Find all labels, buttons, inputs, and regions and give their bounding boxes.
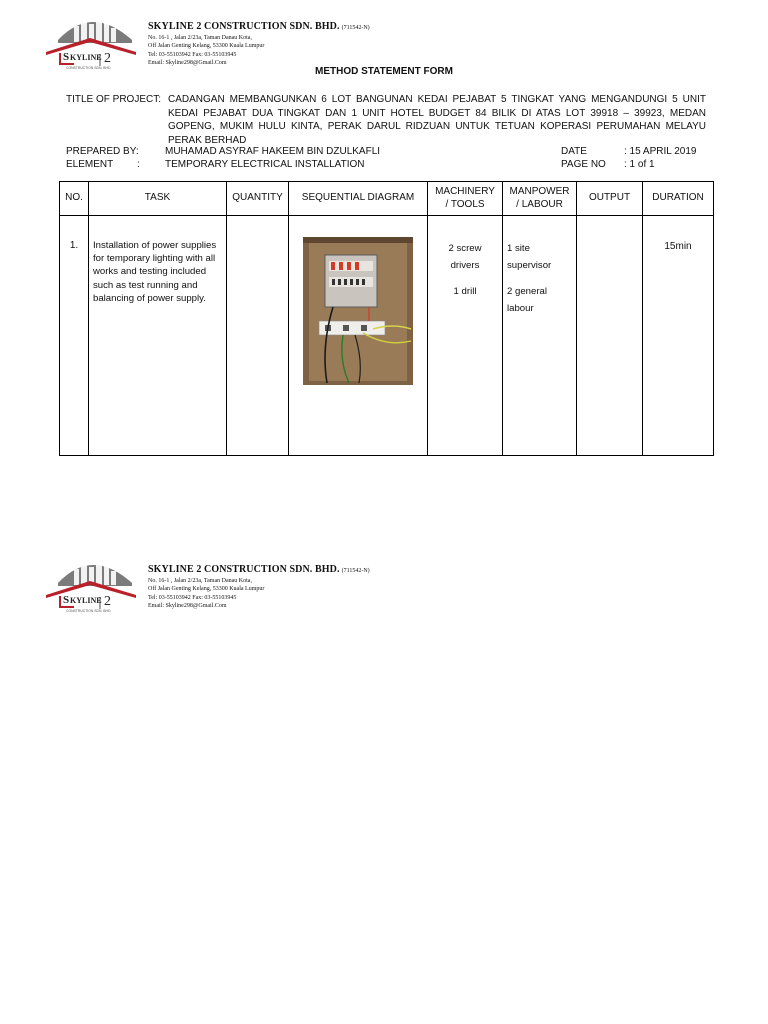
distribution-board-photo — [303, 237, 413, 385]
company-address-line-1: No. 16-1 , Jalan 2/23a, Taman Danau Kota, — [148, 578, 252, 584]
header-sequential-diagram: SEQUENTIAL DIAGRAM — [289, 182, 428, 216]
table-header-row — [60, 182, 714, 216]
company-phone-fax: Tel: 03-55103942 Fax: 03-55103945 — [148, 594, 237, 601]
company-address-line-2: Off Jalan Genting Kelang, 53300 Kuala Lumpur — [148, 43, 265, 50]
company-name: SKYLINE 2 CONSTRUCTION SDN. BHD. (711542-N) — [148, 564, 370, 575]
header-machinery-tools: MACHINERY / TOOLS — [428, 182, 503, 216]
svg-text:CONSTRUCTION SDN. BHD.: CONSTRUCTION SDN. BHD. — [66, 609, 112, 613]
row-quantity — [227, 216, 289, 456]
row-task: Installation of power supplies for temporary lighting with all works and testing included such as test running and balancing of power supply. — [89, 216, 227, 456]
svg-text:CONSTRUCTION SDN. BHD.: CONSTRUCTION SDN. BHD. — [66, 66, 112, 70]
company-address-line-1: No. 16-1 , Jalan 2/23a, Taman Danau Kota, — [148, 35, 252, 41]
element-value: TEMPORARY ELECTRICAL INSTALLATION — [165, 159, 365, 170]
header-no: NO. — [60, 182, 89, 216]
date-label: DATE — [561, 146, 587, 157]
row-machinery-tools: 2 screw drivers 1 drill — [428, 216, 503, 456]
header-task: TASK — [89, 182, 227, 216]
date-value: : 15 APRIL 2019 — [624, 146, 697, 157]
row-duration: 15min — [643, 216, 714, 456]
header-quantity: QUANTITY — [227, 182, 289, 216]
company-details — [148, 559, 370, 610]
project-value: CADANGAN MEMBANGUNKAN 6 LOT BANGUNAN KEDAI PEJABAT 5 TINGKAT YANG MENGANDUNGI 5 UNIT KEDAI PEJABAT DUA TINGKAT DAN 1 UNIT HOTEL BUDGET 84 BILIK DI ATAS LOT 39918 – 39923, MEDAN GOPENG, MUKIM HULU KINTA, PERAK DARUL RIDZUAN UNTUK TETUAN KOPERASI PERUMAHAN MELAYU PERAK BERHAD — [168, 94, 706, 146]
page-label: PAGE NO — [561, 159, 606, 170]
svg-text:KYLINE: KYLINE — [70, 53, 102, 62]
method-statement-table — [59, 181, 714, 456]
svg-text:S: S — [63, 594, 70, 606]
row-number: 1. — [60, 216, 89, 456]
header-manpower-labour: MANPOWER / LABOUR — [503, 182, 577, 216]
page-value: : 1 of 1 — [624, 159, 655, 170]
company-email: Email: Skyline298@Gmail.Com — [148, 602, 227, 609]
row-output — [577, 216, 643, 456]
header-output: OUTPUT — [577, 182, 643, 216]
prepared-by-label: PREPARED BY: — [66, 146, 139, 157]
company-email: Email: Skyline298@Gmail.Com — [148, 59, 227, 66]
company-name: SKYLINE 2 CONSTRUCTION SDN. BHD. (711542-N) — [148, 21, 370, 32]
letterhead-bottom — [44, 553, 464, 615]
svg-text:KYLINE: KYLINE — [70, 596, 102, 605]
row-sequential-diagram — [289, 216, 428, 456]
element-label: ELEMENT — [66, 159, 114, 170]
project-label: TITLE OF PROJECT: — [66, 94, 162, 105]
row-manpower-labour: 1 site supervisor 2 general labour — [503, 216, 577, 456]
company-address-line-2: Off Jalan Genting Kelang, 53300 Kuala Lumpur — [148, 586, 265, 593]
svg-text:2: 2 — [104, 51, 111, 66]
company-logo — [44, 10, 140, 72]
element-colon: : — [137, 159, 140, 170]
company-details — [148, 16, 370, 67]
table-row — [60, 216, 714, 456]
project-title-block — [66, 93, 706, 147]
prepared-by-value: MUHAMAD ASYRAF HAKEEM BIN DZULKAFLI — [165, 146, 381, 157]
svg-text:S: S — [63, 51, 70, 63]
form-title: METHOD STATEMENT FORM — [315, 66, 453, 77]
company-logo — [44, 553, 140, 615]
header-duration: DURATION — [643, 182, 714, 216]
letterhead-top — [44, 10, 464, 72]
company-phone-fax: Tel: 03-55103942 Fax: 03-55103945 — [148, 51, 237, 58]
svg-text:2: 2 — [104, 594, 111, 609]
